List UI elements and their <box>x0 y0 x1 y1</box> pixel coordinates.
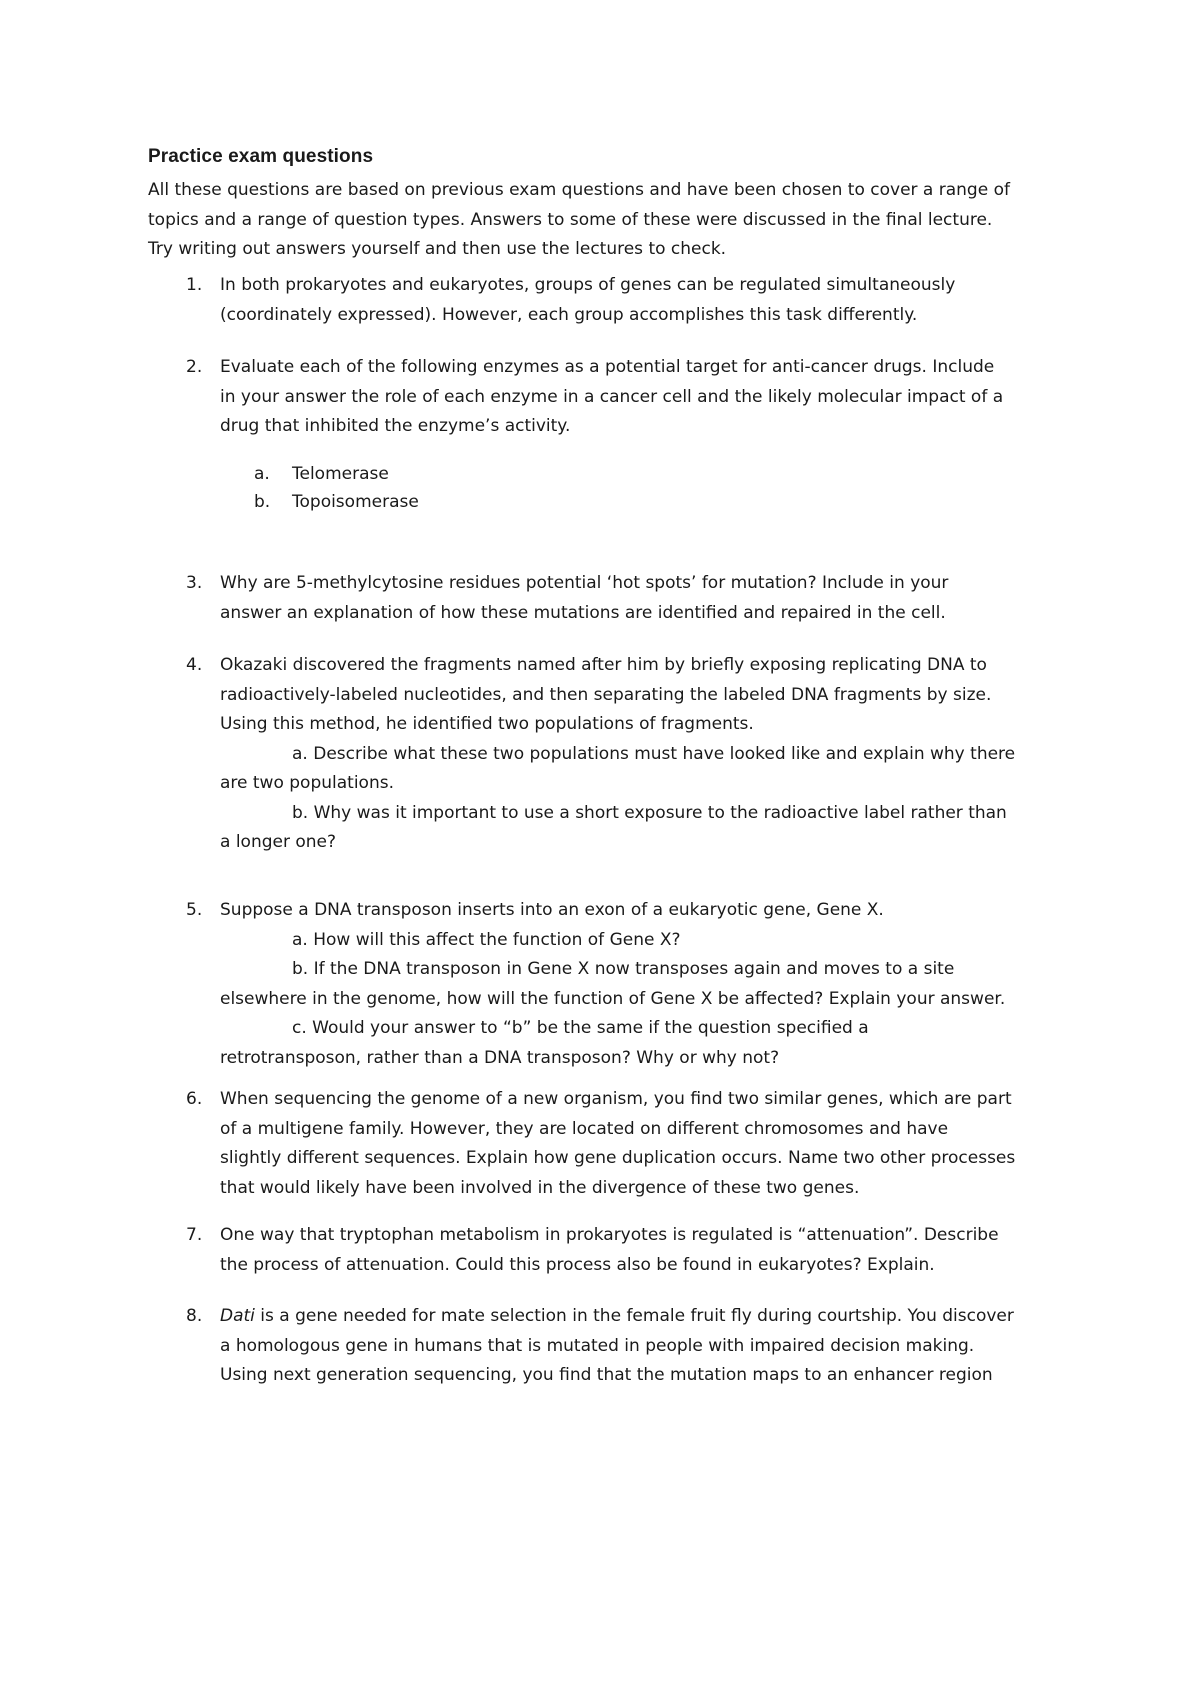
question-line: of a multigene family. However, they are located on different chromosomes and have <box>220 1118 949 1139</box>
question-line: a. How will this affect the function of Gene X? <box>292 929 681 950</box>
question-line: b. If the DNA transposon in Gene X now transposes again and moves to a site <box>292 959 955 979</box>
question-line: retrotransposon, rather than a DNA transposon? Why or why not? <box>220 1047 780 1068</box>
question-line: Evaluate each of the following enzymes as a potential target for anti-cancer drugs. Include <box>220 357 995 377</box>
question-line: c. Would your answer to “b” be the same if the question specified a <box>292 1018 869 1038</box>
gene-name: Dati <box>220 1306 255 1326</box>
sub-item-letter: a. <box>254 464 270 484</box>
question-line-rest: is a gene needed for mate selection in the female fruit fly during courtship. You discover <box>254 1306 1014 1326</box>
question-line: One way that tryptophan metabolism in prokaryotes is regulated is “attenuation”. Describe <box>220 1225 999 1245</box>
question-line: slightly different sequences. Explain how gene duplication occurs. Name two other processes <box>220 1148 1016 1168</box>
question-line: radioactively-labeled nucleotides, and then separating the labeled DNA fragments by size. <box>220 684 992 705</box>
question-line: b. Why was it important to use a short exposure to the radioactive label rather than <box>292 802 1007 823</box>
question-line: a longer one? <box>220 832 337 852</box>
question-number: 6. <box>186 1089 203 1109</box>
sub-item-text: Telomerase <box>292 464 389 484</box>
question-number: 7. <box>186 1225 203 1245</box>
question-number: 8. <box>186 1306 203 1326</box>
question-line: Why are 5-methylcytosine residues potential ‘hot spots’ for mutation? Include in your <box>220 573 949 593</box>
question-line <box>220 1302 1068 1332</box>
intro-line: All these questions are based on previous exam questions and have been chosen to cover a range of <box>148 180 1010 200</box>
question-1 <box>148 271 1068 330</box>
question-line: When sequencing the genome of a new organism, you find two similar genes, which are part <box>220 1089 1012 1109</box>
question-line: drug that inhibited the enzyme’s activity. <box>220 416 571 436</box>
intro-line: Try writing out answers yourself and then use the lectures to check. <box>148 239 727 259</box>
question-6 <box>148 1085 1068 1203</box>
sub-item-letter: b. <box>254 492 271 512</box>
question-5 <box>148 896 1068 1073</box>
question-line: a homologous gene in humans that is mutated in people with impaired decision making. <box>220 1335 975 1356</box>
question-8 <box>148 1302 1068 1391</box>
question-line: Using next generation sequencing, you find that the mutation maps to an enhancer region <box>220 1365 993 1385</box>
intro-line: topics and a range of question types. Answers to some of these were discussed in the final lecture. <box>148 209 993 230</box>
question-line: that would likely have been involved in the divergence of these two genes. <box>220 1177 860 1198</box>
question-number: 3. <box>186 573 203 593</box>
sub-item-text: Topoisomerase <box>292 492 419 512</box>
page-title: Practice exam questions <box>148 146 374 167</box>
question-number: 1. <box>186 275 203 295</box>
question-number: 4. <box>186 655 203 675</box>
question-line: Suppose a DNA transposon inserts into an exon of a eukaryotic gene, Gene X. <box>220 900 884 920</box>
question-4 <box>148 651 1068 858</box>
question-line: elsewhere in the genome, how will the function of Gene X be affected? Explain your answer. <box>220 988 1006 1009</box>
question-3 <box>148 569 1068 628</box>
question-number: 2. <box>186 357 203 377</box>
question-line: (coordinately expressed). However, each group accomplishes this task differently. <box>220 304 918 325</box>
question-line: answer an explanation of how these mutations are identified and repaired in the cell. <box>220 602 946 623</box>
question-2 <box>148 353 1068 442</box>
question-line: In both prokaryotes and eukaryotes, groups of genes can be regulated simultaneously <box>220 275 956 295</box>
question-line: Okazaki discovered the fragments named after him by briefly exposing replicating DNA to <box>220 655 987 675</box>
question-number: 5. <box>186 900 203 920</box>
question-7 <box>148 1221 1068 1280</box>
question-line: a. Describe what these two populations must have looked like and explain why there <box>292 743 1016 764</box>
question-line: are two populations. <box>220 773 394 793</box>
question-line: in your answer the role of each enzyme in a cancer cell and the likely molecular impact of a <box>220 386 1004 407</box>
question-line: the process of attenuation. Could this process also be found in eukaryotes? Explain. <box>220 1254 935 1275</box>
intro-paragraph <box>148 176 1068 265</box>
question-line: Using this method, he identified two populations of fragments. <box>220 714 754 734</box>
